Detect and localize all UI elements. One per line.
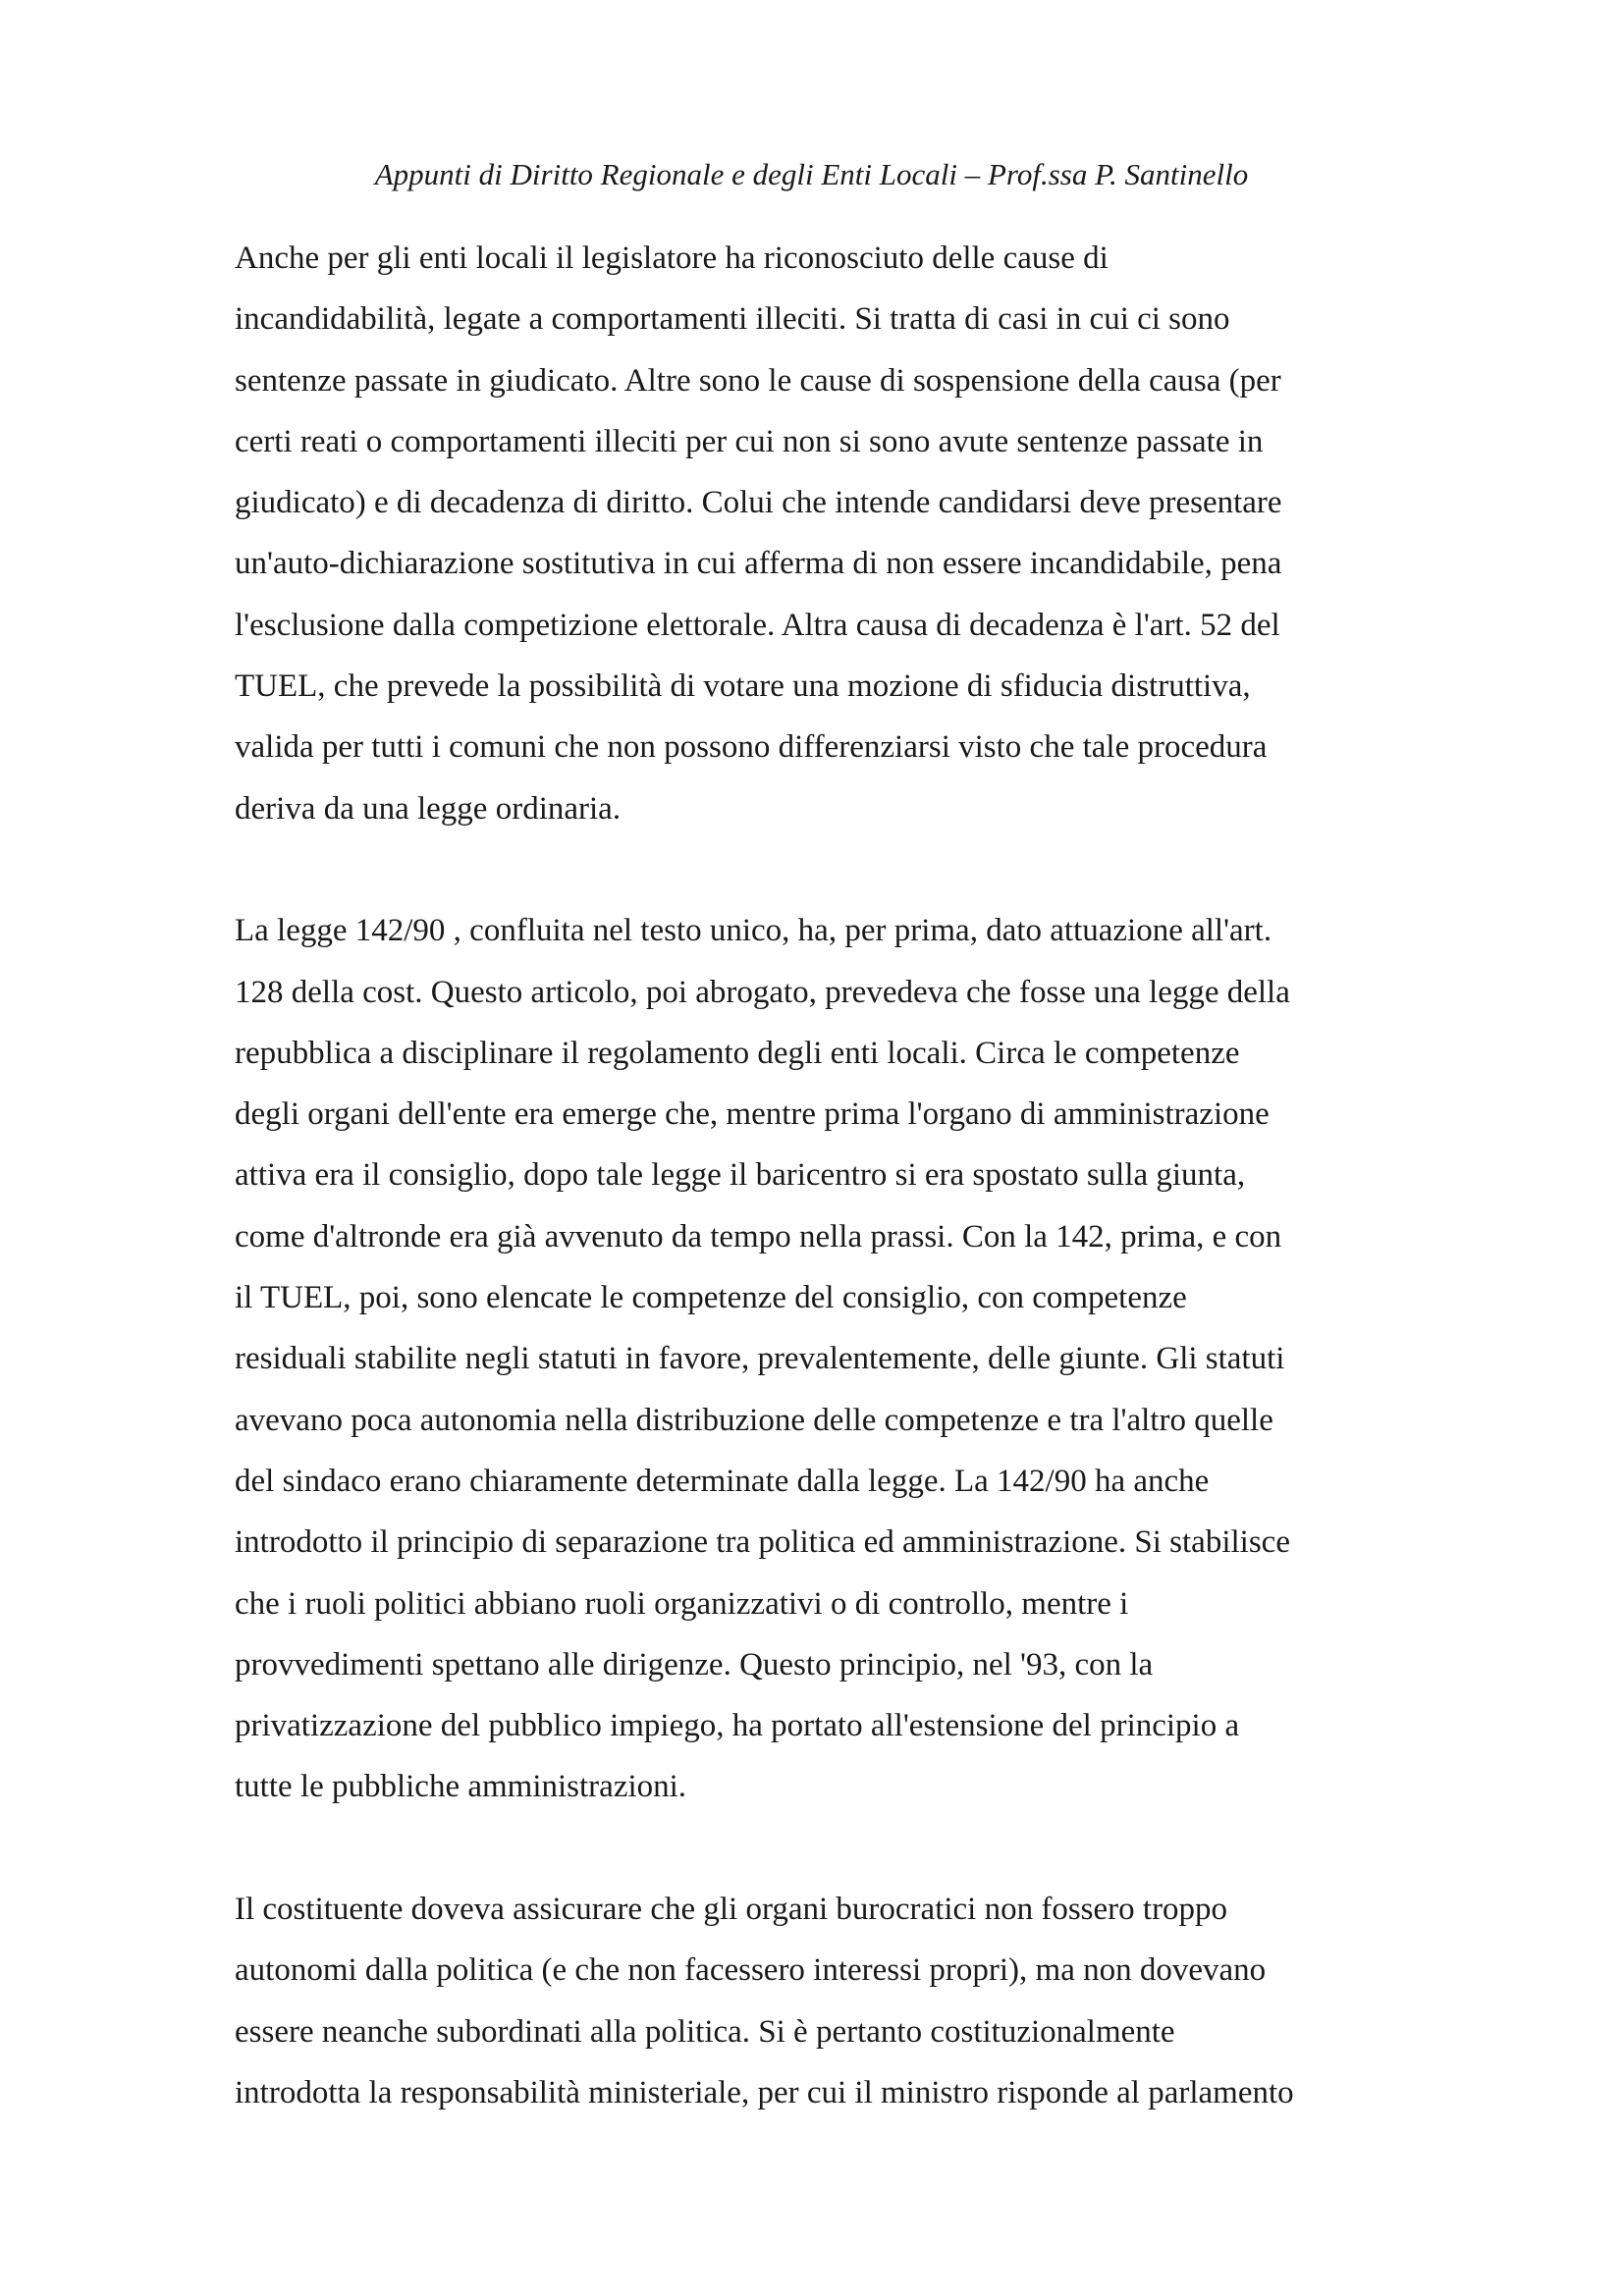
text-line: repubblica a disciplinare il regolamento degli enti locali. Circa le competenze (235, 1035, 1240, 1071)
paragraph-1 (235, 228, 1423, 839)
paragraph-gap (235, 1818, 1423, 1879)
text-line: incandidabilità, legate a comportamenti illeciti. Si tratta di casi in cui ci sono (235, 301, 1230, 338)
text-line: del sindaco erano chiaramente determinate dalla legge. La 142/90 ha anche (235, 1463, 1210, 1499)
text-line: avevano poca autonomia nella distribuzione delle competenze e tra l'altro quelle (235, 1402, 1273, 1438)
text-line: degli organi dell'ente era emerge che, mentre prima l'organo di amministrazione (235, 1096, 1270, 1133)
text-line: un'auto-dichiarazione sostitutiva in cui afferma di non essere incandidabile, pena (235, 546, 1282, 582)
text-line: attiva era il consiglio, dopo tale legge il baricentro si era spostato sulla giunta, (235, 1157, 1246, 1194)
text-line: 128 della cost. Questo articolo, poi abrogato, prevedeva che fosse una legge della (235, 974, 1290, 1010)
text-line: essere neanche subordinati alla politica. Si è pertanto costituzionalmente (235, 2013, 1175, 2050)
text-line: TUEL, che prevede la possibilità di votare una mozione di sfiducia distruttiva, (235, 668, 1251, 705)
text-line: introdotto il principio di separazione tra politica ed amministrazione. Si stabilisce (235, 1524, 1290, 1561)
text-line: valida per tutti i comuni che non possono differenziarsi visto che tale procedura (235, 729, 1268, 766)
text-line: che i ruoli politici abbiano ruoli organizzativi o di controllo, mentre i (235, 1585, 1129, 1622)
text-line: introdotta la responsabilità ministeriale, per cui il ministro risponde al parlamento (235, 2074, 1294, 2110)
text-line: residuali stabilite negli statuti in favore, prevalentemente, delle giunte. Gli statuti (235, 1341, 1285, 1377)
text-line: autonomi dalla politica (e che non facessero interessi propri), ma non dovevano (235, 1952, 1267, 1989)
text-line: il TUEL, poi, sono elencate le competenze del consiglio, con competenze (235, 1280, 1187, 1316)
text-line: certi reati o comportamenti illeciti per cui non si sono avute sentenze passate in (235, 423, 1264, 459)
text-line: Il costituente doveva assicurare che gli organi burocratici non fossero troppo (235, 1892, 1228, 1928)
body-text (235, 228, 1423, 2123)
text-line: tutte le pubbliche amministrazioni. (235, 1769, 687, 1805)
text-line: provvedimenti spettano alle dirigenze. Questo principio, nel '93, con la (235, 1646, 1154, 1682)
text-line: privatizzazione del pubblico impiego, ha portato all'estensione del principio a (235, 1708, 1240, 1744)
paragraph-2 (235, 900, 1423, 1817)
text-line: come d'altronde era già avvenuto da tempo nella prassi. Con la 142, prima, e con (235, 1218, 1282, 1255)
text-line: giudicato) e di decadenza di diritto. Colui che intende candidarsi deve presentare (235, 485, 1282, 521)
text-line: deriva da una legge ordinaria. (235, 790, 622, 827)
text-line: Anche per gli enti locali il legislatore ha riconosciuto delle cause di (235, 240, 1109, 276)
text-line: sentenze passate in giudicato. Altre sono le cause di sospensione della causa (per (235, 362, 1281, 399)
text-line: La legge 142/90 , confluita nel testo unico, ha, per prima, dato attuazione all'art. (235, 913, 1272, 949)
text-line: l'esclusione dalla competizione elettorale. Altra causa di decadenza è l'art. 52 del (235, 607, 1280, 643)
running-header: Appunti di Diritto Regionale e degli Enti Locali – Prof.ssa P. Santinello (374, 157, 1249, 191)
paragraph-gap (235, 839, 1423, 900)
paragraph-3 (235, 1879, 1423, 2123)
